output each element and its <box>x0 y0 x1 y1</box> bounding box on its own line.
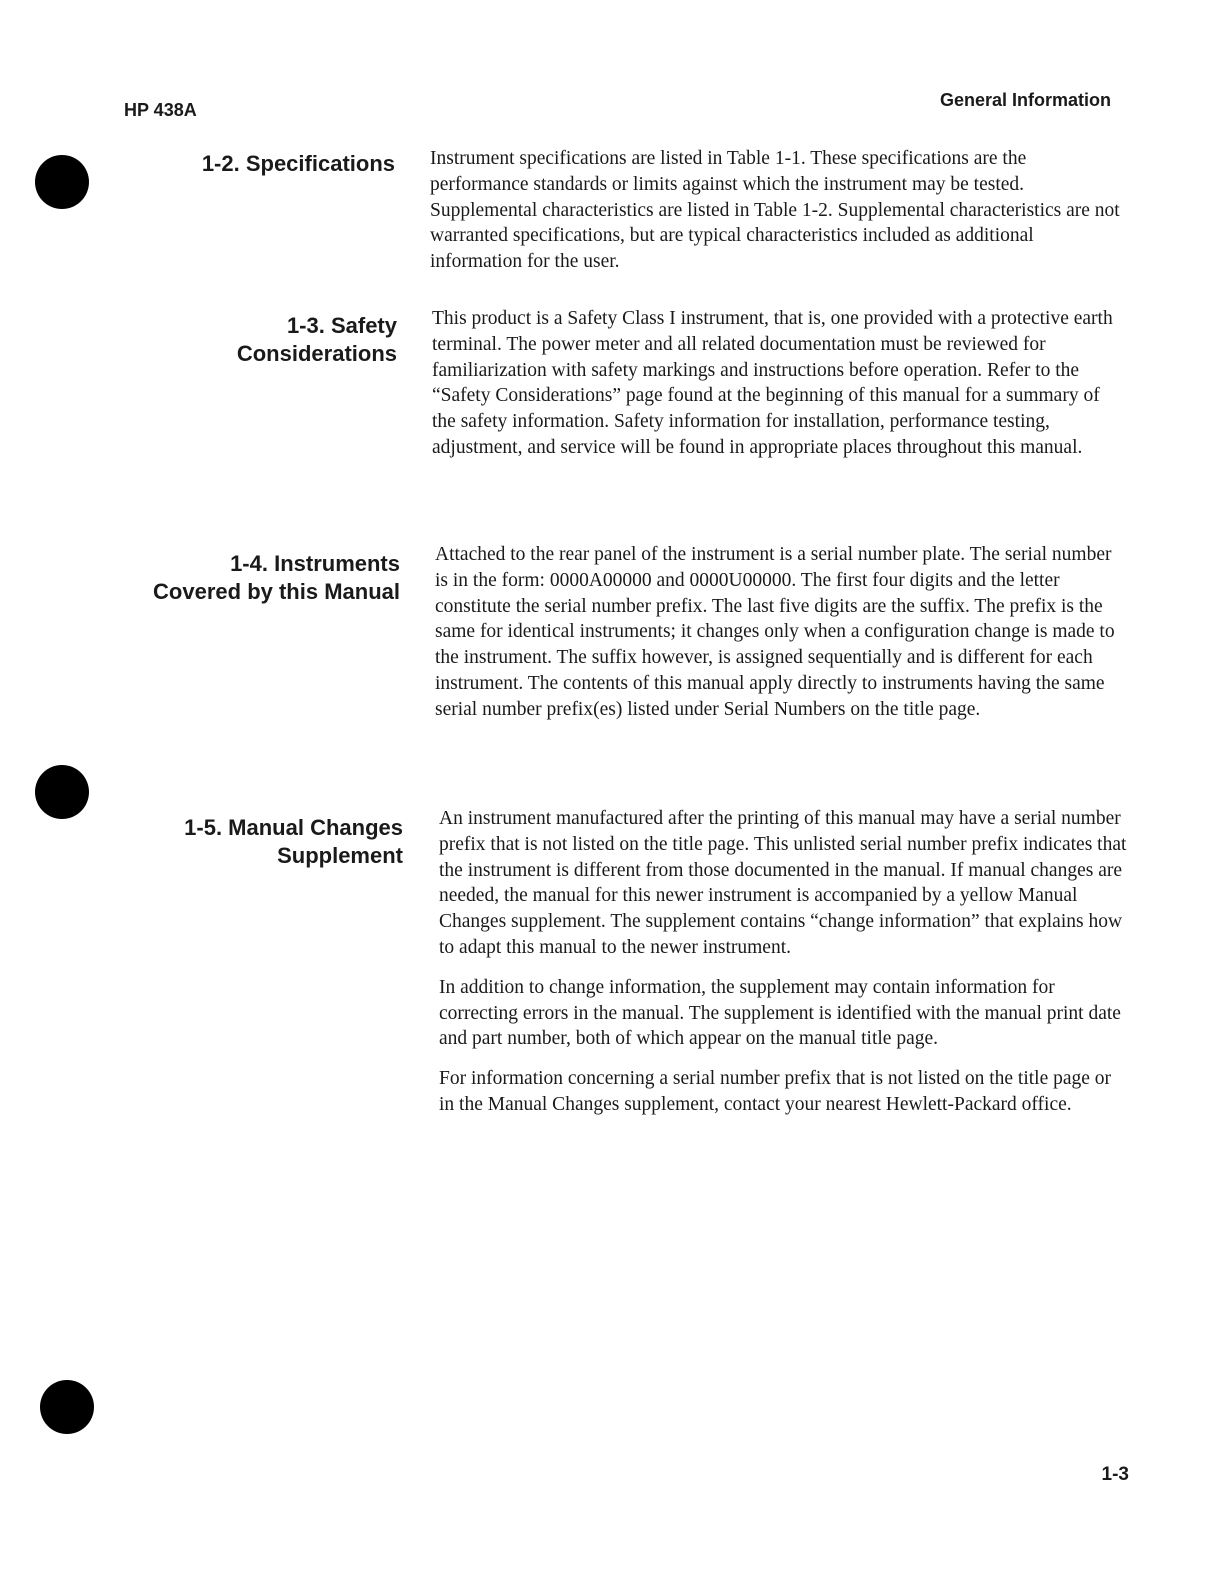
paragraph: An instrument manufactured after the printing of this manual may have a serial number prefix that is not listed on the title page. This unlisted serial number prefix indicates that the instrument is different from those documented in the manual. If manual changes are needed, the manual for this newer instrument is accompanied by a yellow Manual Changes supplement. The supplement contains “change information” that explains how to adapt this manual to the newer instrument. <box>439 808 1127 958</box>
section-body-instruments-covered <box>435 542 1125 737</box>
binder-hole <box>35 765 89 819</box>
paragraph: Instrument specifications are listed in Table 1-1. These specifications are the performance standards or limits against which the instrument may be tested. Supplemental characteristics are listed in Table 1-2. Supplemental characteristics are not warranted specifications, but are typical characteristics included as additional information for the user. <box>430 148 1120 273</box>
paragraph: In addition to change information, the supplement may contain information for correcting errors in the manual. The supplement is identified with the manual print date and part number, both of which appear on the manual title page. <box>439 976 1121 1050</box>
section-title-instruments-covered <box>0 550 400 606</box>
section-body-specifications <box>430 146 1120 289</box>
section-body-manual-changes <box>439 806 1129 1132</box>
paragraph: Attached to the rear panel of the instrument is a serial number plate. The serial number is in the form: 0000A00000 and 0000U00000. The first four digits and the letter constitute the serial number prefix. The last five digits are the suffix. The prefix is the same for identical instruments; it changes only when a configuration change is made to the instrument. The suffix however, is assigned sequentially and is different for each instrument. The contents of this manual apply directly to instruments having the same serial number prefix(es) listed under Serial Numbers on the title page. <box>435 544 1115 720</box>
model-header: HP 438A <box>124 100 197 120</box>
paragraph: For information concerning a serial number prefix that is not listed on the title page or in the Manual Changes supplement, contact your nearest Hewlett-Packard office. <box>439 1068 1112 1115</box>
section-header: General Information <box>939 90 1111 110</box>
section-title-safety <box>0 312 397 368</box>
paragraph: This product is a Safety Class I instrument, that is, one provided with a protective earth terminal. The power meter and all related documentation must be reviewed for familiarization with safety markings and instructions before operation. Refer to the “Safety Considerations” page found at the beginning of this manual for a summary of the safety information. Safety information for installation, performance testing, adjustment, and service will be found in appropriate places throughout this manual. <box>432 308 1113 458</box>
section-title-line: Covered by this Manual <box>153 579 400 604</box>
section-title-line: 1-3. Safety <box>286 313 397 338</box>
section-body-safety <box>432 306 1122 475</box>
page-number: 1-3 <box>1101 1464 1129 1485</box>
binder-hole <box>40 1380 94 1434</box>
section-title-line: Supplement <box>277 843 403 868</box>
section-title-line: 1-2. Specifications <box>201 151 395 176</box>
section-title-line: 1-5. Manual Changes <box>184 815 403 840</box>
section-title-line: 1-4. Instruments <box>230 551 400 576</box>
section-title-line: Considerations <box>236 341 397 366</box>
section-title-manual-changes <box>3 814 403 870</box>
section-title-specifications <box>0 150 395 178</box>
